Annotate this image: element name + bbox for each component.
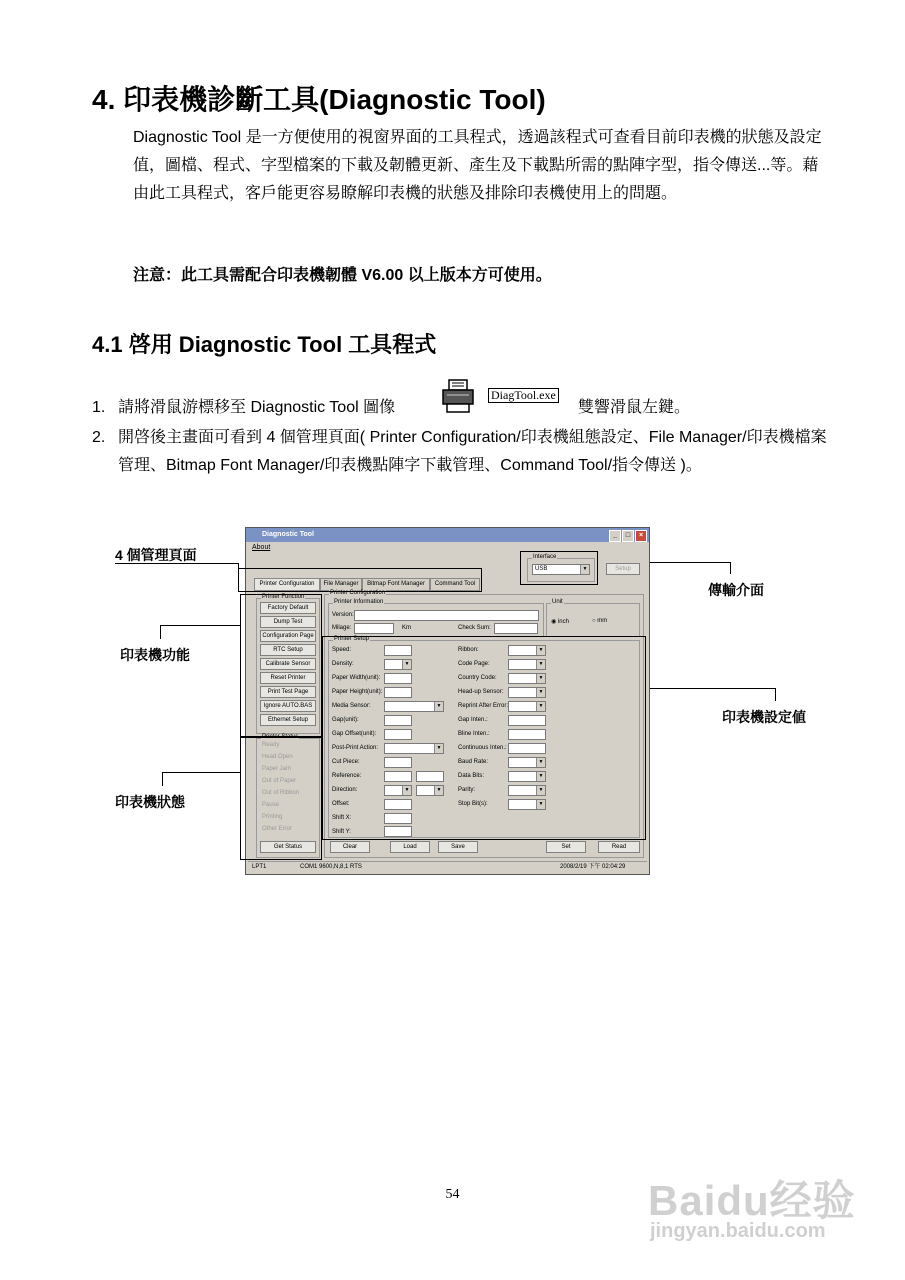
setup-button[interactable]: Setup [606,563,640,575]
intro-paragraph: Diagnostic Tool 是一方便使用的視窗界面的工具程式，透過該程式可查看目前印表機的狀態及設定值，圖檔、程式、字型檔案的下載及韌體更新、產生及下載點所需的點陣字型，指令傳送...等。藉由此工具程式，客戶能更容易瞭解印表機的狀態及排除印表機使用上的問題。 [133,129,822,202]
chevron-down-icon: ▼ [402,660,411,669]
tab-printer-configuration[interactable]: Printer Configuration [254,578,320,591]
ethernet-setup-button[interactable]: Ethernet Setup [260,714,316,726]
minimize-button[interactable]: _ [609,530,621,542]
callout-line [730,562,731,574]
tab-file-manager[interactable]: File Manager [320,578,362,591]
unit-inch-radio[interactable] [551,618,569,625]
callout-line [162,772,163,786]
step-number: 2. [92,429,106,446]
field-label: Cut Piece: [332,759,360,765]
factory-default-button[interactable]: Factory Default [260,602,316,614]
chevron-down-icon: ▼ [536,674,545,683]
diagtool-exe-label: DiagTool.exe [488,388,559,403]
reset-printer-button[interactable]: Reset Printer [260,672,316,684]
field-label: Stop Bit(s): [458,801,488,807]
highlight-functions [240,594,322,738]
status-item: Paper Jam [262,766,292,772]
calibrate-sensor-button[interactable]: Calibrate Sensor [260,658,316,670]
page-heading: 4. 印表機診斷工具(Diagnostic Tool) [92,84,546,115]
printer-icon[interactable] [440,378,476,414]
status-item: Other Error [262,826,293,832]
chevron-down-icon: ▼ [402,786,411,795]
field-label: Density: [332,661,354,667]
load-button[interactable]: Load [390,841,430,853]
callout-functions: 印表機功能 [120,647,190,663]
unit-mm-label: mm [597,618,608,624]
chevron-down-icon: ▼ [434,702,443,711]
chevron-down-icon: ▼ [536,786,545,795]
checksum-field[interactable] [494,623,538,634]
tab-command-tool[interactable]: Command Tool [430,578,480,591]
unit-inch-label: inch [557,619,569,625]
chevron-down-icon: ▼ [434,744,443,753]
interface-value: USB [535,566,548,572]
set-button[interactable]: Set [546,841,586,853]
chevron-down-icon: ▼ [536,660,545,669]
field-label: Baud Rate: [458,759,489,765]
window-titlebar [246,528,649,542]
chevron-down-icon: ▼ [536,772,545,781]
field-label: Media Sensor: [332,703,371,709]
tab-bitmap-font-manager[interactable]: Bitmap Font Manager [362,578,430,591]
callout-status: 印表機狀態 [115,794,185,810]
field-label: Shift Y: [332,829,351,835]
status-item: Pause [262,802,280,808]
field-label: Continuous Inten.: [458,745,507,751]
callout-line [115,563,238,564]
watermark-url: jingyan.baidu.com [650,1220,826,1242]
field-label: Head-up Sensor: [458,689,504,695]
radio-selected-icon: ◉ [551,619,557,625]
status-item: Out of Paper [262,778,297,784]
status-datetime: 2008/2/19 下午 02:04:29 [560,864,626,870]
callout-line [775,688,776,701]
firmware-note: 注意：此工具需配合印表機韌體 V6.00 以上版本方可使用。 [133,267,552,284]
field-label: Paper Width(unit): [332,675,381,681]
field-label: Bline Inten.: [458,731,490,737]
unit-label: Unit [552,599,563,605]
menu-about[interactable]: About [252,544,271,551]
printer-configuration-label: Printer Configuration [330,590,386,596]
field-label: Shift X: [332,815,352,821]
highlight-settings [322,636,646,840]
field-label: Paper Height(unit): [332,689,383,695]
chevron-down-icon: ▼ [434,786,443,795]
step-text: 請將滑鼠游標移至 Diagnostic Tool 圖像 [118,399,396,416]
callout-line [160,625,161,639]
callout-line [160,625,240,626]
read-button[interactable]: Read [598,841,640,853]
status-item: Head Open [262,754,293,760]
version-field[interactable] [354,610,539,621]
printer-setup-label: Printer Setup [334,636,370,642]
highlight-interface [520,551,598,585]
watermark-logo: Baidu经验 [648,1177,856,1224]
callout-interface: 傳輸介面 [708,582,764,598]
field-label: Gap Inten.: [458,717,488,723]
clear-button[interactable]: Clear [330,841,370,853]
status-bar [248,861,647,873]
km-label: Km [402,625,411,631]
radio-empty-icon: ○ [592,618,596,624]
field-label: Code Page: [458,661,490,667]
field-label: Reference: [332,773,362,779]
printer-information-label: Printer Information [334,599,384,605]
callout-tabs: 4 個管理頁面 [115,547,197,563]
field-label: Post-Print Action: [332,745,379,751]
print-test-page-button[interactable]: Print Test Page [260,686,316,698]
dump-test-button[interactable]: Dump Test [260,616,316,628]
highlight-status [240,736,322,860]
step-1-tail: 雙響滑鼠左鍵。 [578,399,691,416]
chevron-down-icon: ▼ [580,565,589,574]
get-status-button[interactable]: Get Status [260,841,316,853]
callout-line [645,688,775,689]
status-item: Printing [262,814,283,820]
configuration-page-button[interactable]: Configuration Page [260,630,316,642]
rtc-setup-button[interactable]: RTC Setup [260,644,316,656]
field-label: Speed: [332,647,352,653]
checksum-label: Check Sum: [458,625,491,631]
printer-status-label: Printer Status [262,734,299,740]
field-label: Country Code: [458,675,497,681]
step-text: 開啓後主畫面可看到 4 個管理頁面( Printer Configuration/印表機組態設定、File Manager/印表機檔案管理、Bitmap Font Manager/印表機點陣字下載管理、Command Tool/指令傳送 )。 [118,429,827,474]
close-button[interactable]: × [635,530,647,542]
callout-settings: 印表機設定値 [722,709,806,725]
chevron-down-icon: ▼ [536,758,545,767]
chevron-down-icon: ▼ [536,702,545,711]
save-button[interactable]: Save [438,841,478,853]
page-number: 54 [445,1187,460,1202]
interface-label: Interface [533,554,557,560]
chevron-down-icon: ▼ [536,800,545,809]
window-title: Diagnostic Tool [262,531,314,538]
ignore-autobas-button[interactable]: Ignore AUTO.BAS [260,700,316,712]
field-label: Direction: [332,787,358,793]
status-port: LPT1 [252,864,267,870]
chevron-down-icon: ▼ [536,688,545,697]
status-item: Out of Ribbon [262,790,300,796]
status-item: Ready [262,742,280,748]
field-label: Offset: [332,801,350,807]
field-label: Gap Offset(unit): [332,731,377,737]
status-com: COM1 9600,N,8,1 RTS [300,864,362,870]
milage-label: Milage: [332,625,352,631]
chevron-down-icon: ▼ [536,646,545,655]
field-label: Parity: [458,787,476,793]
section-subheading: 4.1 啓用 Diagnostic Tool 工具程式 [92,332,437,357]
maximize-button[interactable]: □ [622,530,634,542]
field-label: Gap(unit): [332,717,359,723]
version-label: Version: [332,612,354,618]
highlight-tabs [238,568,482,592]
field-label: Ribbon: [458,647,479,653]
field-label: Data Bits: [458,773,485,779]
step-number: 1. [92,399,106,416]
printer-function-label: Printer Function [262,594,305,600]
field-label: Reprint After Error: [458,703,509,709]
callout-line [162,772,240,773]
unit-mm-radio[interactable] [592,618,607,624]
milage-field[interactable] [354,623,394,634]
